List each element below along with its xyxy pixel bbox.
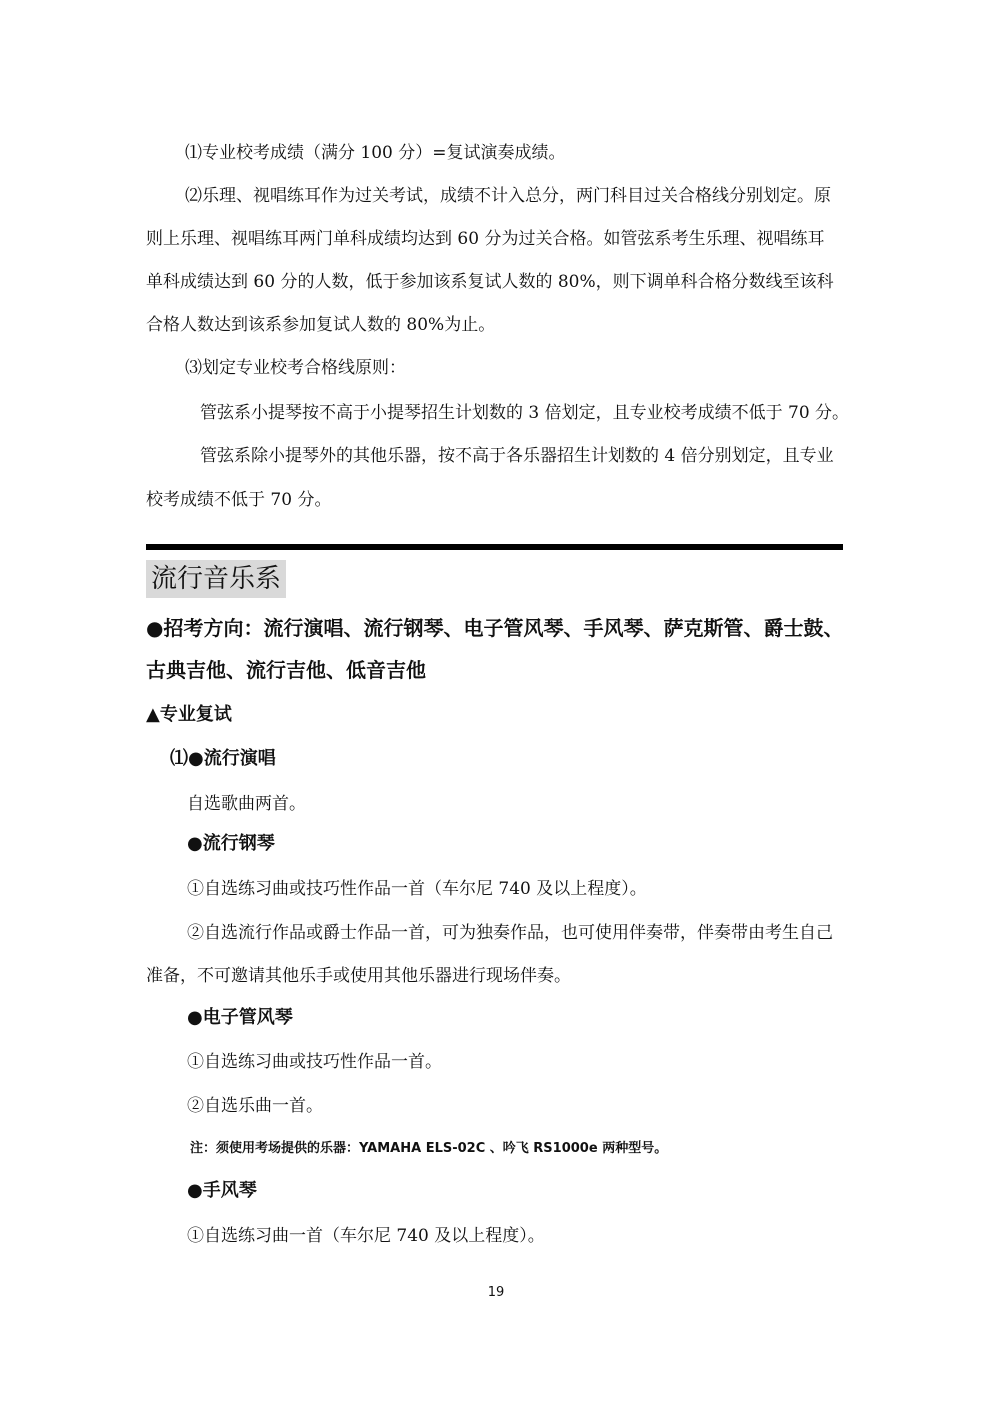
section-title: 流行音乐系: [146, 560, 286, 598]
paragraph-other-instruments-line1: 管弦系除小提琴外的其他乐器，按不高于各乐器招生计划数的 4 倍分别划定，且专业: [200, 446, 834, 466]
paragraph-other-instruments-line2: 校考成绩不低于 70 分。: [146, 490, 332, 510]
paragraph-theory-line2: 则上乐理、视唱练耳两门单科成绩均达到 60 分为过关合格。如管弦系考生乐理、视唱练耳: [146, 229, 825, 249]
organ-heading: ●电子管风琴: [187, 1007, 293, 1028]
paragraph-theory-line3: 单科成绩达到 60 分的人数，低于参加该系复试人数的 80%，则下调单科合格分数线至该科: [146, 272, 834, 292]
pop-vocal-requirement: 自选歌曲两首。: [187, 794, 306, 814]
section-divider: [146, 544, 843, 550]
accordion-heading: ●手风琴: [187, 1180, 257, 1201]
paragraph-violin: 管弦系小提琴按不高于小提琴招生计划数的 3 倍划定，且专业校考成绩不低于 70 分。: [200, 403, 850, 423]
pop-piano-requirement-2-line2: 准备，不可邀请其他乐手或使用其他乐器进行现场伴奏。: [146, 966, 571, 986]
page-number: 19: [487, 1285, 505, 1300]
paragraph-theory-line4: 合格人数达到该系参加复试人数的 80%为止。: [146, 315, 496, 335]
directions-line2: 古典吉他、流行吉他、低音吉他: [146, 658, 426, 682]
pop-piano-heading: ●流行钢琴: [187, 833, 275, 854]
directions-line1: ●招考方向：流行演唱、流行钢琴、电子管风琴、手风琴、萨克斯管、爵士鼓、: [146, 616, 844, 640]
organ-requirement-1: ①自选练习曲或技巧性作品一首。: [187, 1052, 442, 1072]
pop-piano-requirement-2-line1: ②自选流行作品或爵士作品一首，可为独奏作品，也可使用伴奏带，伴奏带由考生自己: [187, 923, 833, 943]
paragraph-theory-line1: ⑵乐理、视唱练耳作为过关考试，成绩不计入总分，两门科目过关合格线分别划定。原: [185, 186, 831, 206]
pop-piano-requirement-1: ①自选练习曲或技巧性作品一首（车尔尼 740 及以上程度）。: [187, 879, 647, 899]
organ-requirement-2: ②自选乐曲一首。: [187, 1096, 323, 1116]
accordion-requirement-1: ①自选练习曲一首（车尔尼 740 及以上程度）。: [187, 1226, 545, 1246]
organ-note: 注：须使用考场提供的乐器：YAMAHA ELS-02C 、吟飞 RS1000e 两种型号。: [190, 1141, 668, 1156]
pop-vocal-heading: ⑴●流行演唱: [170, 748, 276, 769]
paragraph-principle: ⑶划定专业校考合格线原则：: [185, 358, 406, 378]
paragraph-score: ⑴专业校考成绩（满分 100 分）=复试演奏成绩。: [185, 143, 566, 163]
retest-heading: ▲专业复试: [146, 704, 232, 725]
